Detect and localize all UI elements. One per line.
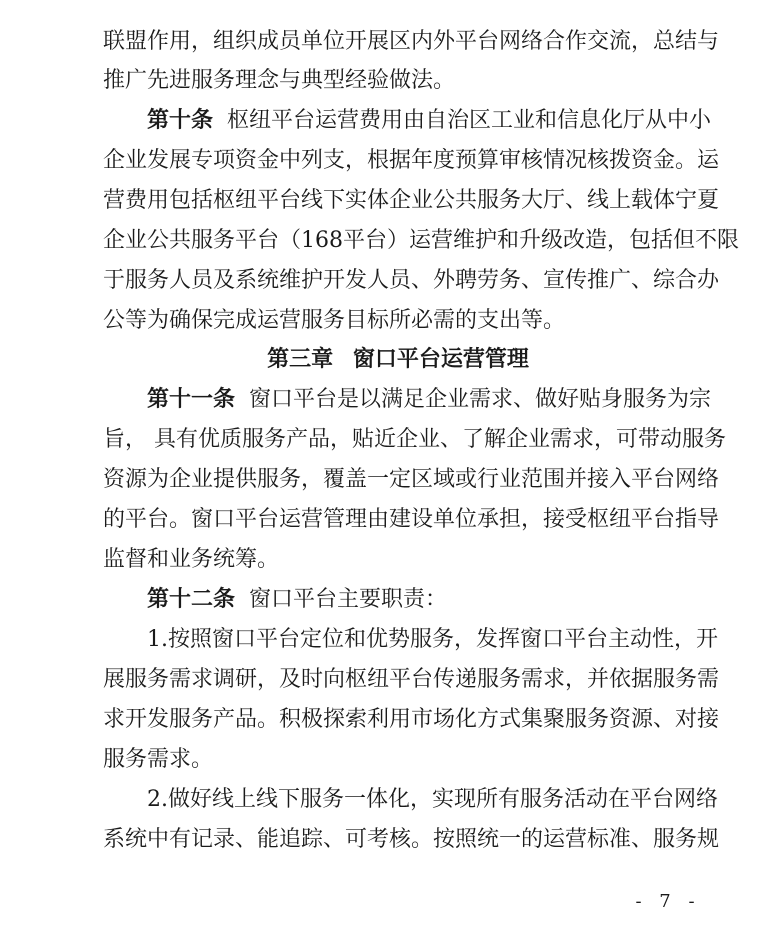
paragraph-line: 旨， 具有优质服务产品，贴近企业、了解企业需求，可带动服务 bbox=[103, 427, 726, 452]
article-10-text: 枢纽平台运营费用由自治区工业和信息化厅从中小 bbox=[227, 108, 712, 133]
article-11-text: 窗口平台是以满足企业需求、做好贴身服务为宗 bbox=[249, 387, 712, 412]
article-12-heading: 第十二条 bbox=[147, 587, 236, 612]
paragraph-line: 系统中有记录、能追踪、可考核。按照统一的运营标准、服务规 bbox=[103, 827, 720, 852]
paragraph-line: 企业公共服务平台（168平台）运营维护和升级改造，包括但不限 bbox=[103, 228, 739, 253]
paragraph-line: 展服务需求调研，及时向枢纽平台传递服务需求，并依据服务需 bbox=[103, 667, 720, 692]
paragraph-line: 1.按照窗口平台定位和优势服务，发挥窗口平台主动性，开 bbox=[147, 627, 718, 652]
article-12-text: 窗口平台主要职责： bbox=[249, 587, 448, 612]
paragraph-line: 服务需求。 bbox=[103, 747, 214, 772]
article-10-heading: 第十条 bbox=[147, 108, 214, 133]
paragraph-line: 营费用包括枢纽平台线下实体企业公共服务大厅、线上载体宁夏 bbox=[103, 188, 720, 213]
paragraph-line: 监督和业务统筹。 bbox=[103, 547, 280, 572]
paragraph-line: 资源为企业提供服务，覆盖一定区域或行业范围并接入平台网络 bbox=[103, 467, 720, 492]
chapter-heading: 第三章 窗口平台运营管理 bbox=[267, 347, 529, 372]
paragraph-line: 求开发服务产品。积极探索利用市场化方式集聚服务资源、对接 bbox=[103, 707, 720, 732]
paragraph-line: 2.做好线上线下服务一体化，实现所有服务活动在平台网络 bbox=[147, 787, 718, 812]
article-12-line bbox=[147, 580, 693, 620]
page-number: - 7 - bbox=[635, 891, 701, 912]
paragraph-line: 联盟作用，组织成员单位开展区内外平台网络合作交流，总结与 bbox=[103, 29, 720, 54]
paragraph-line: 推广先进服务理念与典型经验做法。 bbox=[103, 68, 456, 93]
article-11-line bbox=[147, 380, 712, 420]
paragraph-line: 企业发展专项资金中列支，根据年度预算审核情况核拨资金。运 bbox=[103, 148, 720, 173]
article-11-heading: 第十一条 bbox=[147, 387, 236, 412]
paragraph-line: 于服务人员及系统维护开发人员、外聘劳务、宣传推广、综合办 bbox=[103, 268, 720, 293]
paragraph-line: 公等为确保完成运营服务目标所必需的支出等。 bbox=[103, 308, 566, 333]
article-10-line bbox=[147, 101, 712, 141]
paragraph-line: 的平台。窗口平台运营管理由建设单位承担，接受枢纽平台指导 bbox=[103, 507, 720, 532]
